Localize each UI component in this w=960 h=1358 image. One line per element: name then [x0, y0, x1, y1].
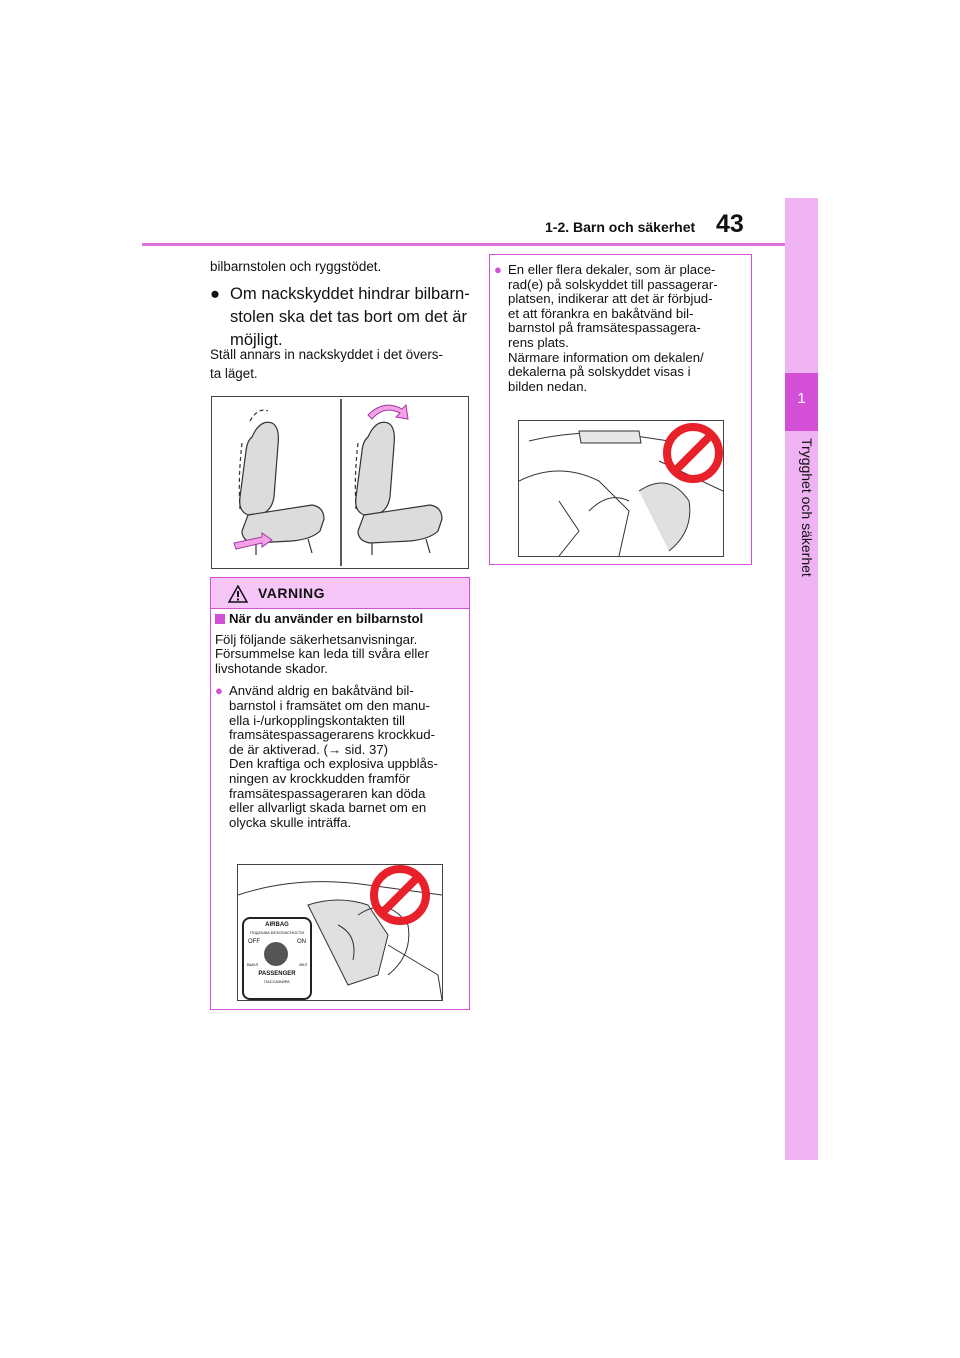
airbag-switch-subtitle: ПОДУШКА БЕЗОПАСНОСТИ: [249, 930, 305, 935]
airbag-on-ru-label: ВКЛ: [299, 962, 307, 967]
right-item-line: platsen, indikerar att det är förbjud-: [508, 291, 713, 307]
warning-item-line: barnstol i framsätet om den manu-: [229, 697, 430, 713]
airbag-off-label: OFF: [248, 939, 260, 945]
sun-visor-illustration: [519, 421, 723, 556]
warning-item-line: framsätespassagerarens krockkud-: [229, 727, 435, 743]
warning-item-line: Använd aldrig en bakåtvänd bil-: [229, 683, 414, 699]
header-rule: [142, 243, 785, 246]
airbag-on-label: ON: [297, 939, 306, 945]
intro-text: bilbarnstolen och ryggstödet.: [210, 259, 382, 274]
airbag-key-switch: [264, 942, 288, 966]
section-title: 1-2. Barn och säkerhet: [545, 219, 696, 235]
warning-intro: [215, 633, 465, 677]
right-item-line: et att förankra en bakåtvänd bil-: [508, 305, 694, 321]
airbag-switch-passenger-ru: ПАССАЖИРА: [264, 979, 290, 984]
warning-intro-line: Försummelse kan leda till svåra eller: [215, 646, 430, 662]
warning-box: [210, 577, 470, 1010]
airbag-switch-title: AIRBAG: [265, 922, 289, 928]
right-item-line: rens plats.: [508, 334, 569, 350]
right-item: [494, 263, 760, 394]
warning-item: [215, 684, 465, 830]
seat-left-icon: [239, 410, 324, 555]
airbag-switch-panel: [242, 917, 312, 1000]
warning-item-line: ella i-/urkopplingskontakten till: [229, 712, 405, 728]
chapter-title: Trygghet och säkerhet: [799, 438, 815, 577]
right-item-line: barnstol på framsätespassagera-: [508, 320, 701, 336]
seat-headrest-figure: [211, 396, 469, 569]
bullet-dot: ●: [210, 284, 221, 303]
warning-item-line: eller allvarligt skada barnet om en: [229, 800, 427, 816]
sun-visor-figure: [518, 420, 724, 557]
warning-triangle-icon: [228, 585, 248, 603]
bullet-heading-text: Om nackskyddet hindrar bilbarn-stolen ska det tas bort om det är möjligt.: [230, 284, 470, 349]
page-number: 43: [716, 210, 744, 238]
warning-subheading-text: När du använder en bilbarnstol: [229, 611, 424, 626]
warning-label: VARNING: [258, 585, 326, 601]
seat-right-icon: [355, 422, 442, 555]
chapter-number: 1: [797, 390, 806, 407]
warning-subheading: [215, 612, 465, 627]
right-item-line: En eller flera dekaler, som är place-: [508, 262, 716, 277]
right-item-line: bilden nedan.: [508, 378, 588, 394]
right-item-line: dekalerna på solskyddet visas i: [508, 364, 691, 380]
body-line: Ställ annars in nackskyddet i det övers-: [210, 347, 443, 362]
warning-item-line: olycka skulle inträffa.: [229, 814, 352, 830]
seat-illustration: [212, 397, 468, 568]
airbag-switch-passenger: PASSENGER: [258, 971, 296, 977]
body-text: [210, 345, 468, 383]
airbag-off-ru-label: ВЫКЛ: [247, 962, 259, 967]
square-bullet-icon: [215, 614, 225, 624]
bullet-heading: [210, 282, 482, 351]
warning-header: [211, 578, 469, 609]
warning-item-line: ningen av krockkudden framför: [229, 770, 411, 786]
circle-bullet-icon: ●: [494, 262, 502, 277]
warning-item-line: framsätespassageraren kan döda: [229, 785, 426, 801]
warning-intro-line: livshotande skador.: [215, 660, 328, 676]
warning-item-line: Den kraftiga och explosiva uppblås-: [229, 756, 438, 772]
right-info-box: [489, 254, 752, 565]
headrest-arrow-icon: [368, 405, 408, 419]
warning-body: [215, 612, 465, 830]
right-item-line: rad(e) på solskyddet till passagerar-: [508, 276, 718, 292]
circle-bullet-icon: ●: [215, 683, 223, 699]
body-line: ta läget.: [210, 366, 258, 381]
side-tab: [785, 198, 818, 1160]
warning-item-line: de är aktiverad. (→ sid. 37): [229, 741, 389, 757]
warning-intro-line: Följ följande säkerhetsanvisningar.: [215, 631, 418, 647]
right-item-line: Närmare information om dekalen/: [508, 349, 704, 365]
airbag-switch-figure: [237, 864, 443, 1001]
